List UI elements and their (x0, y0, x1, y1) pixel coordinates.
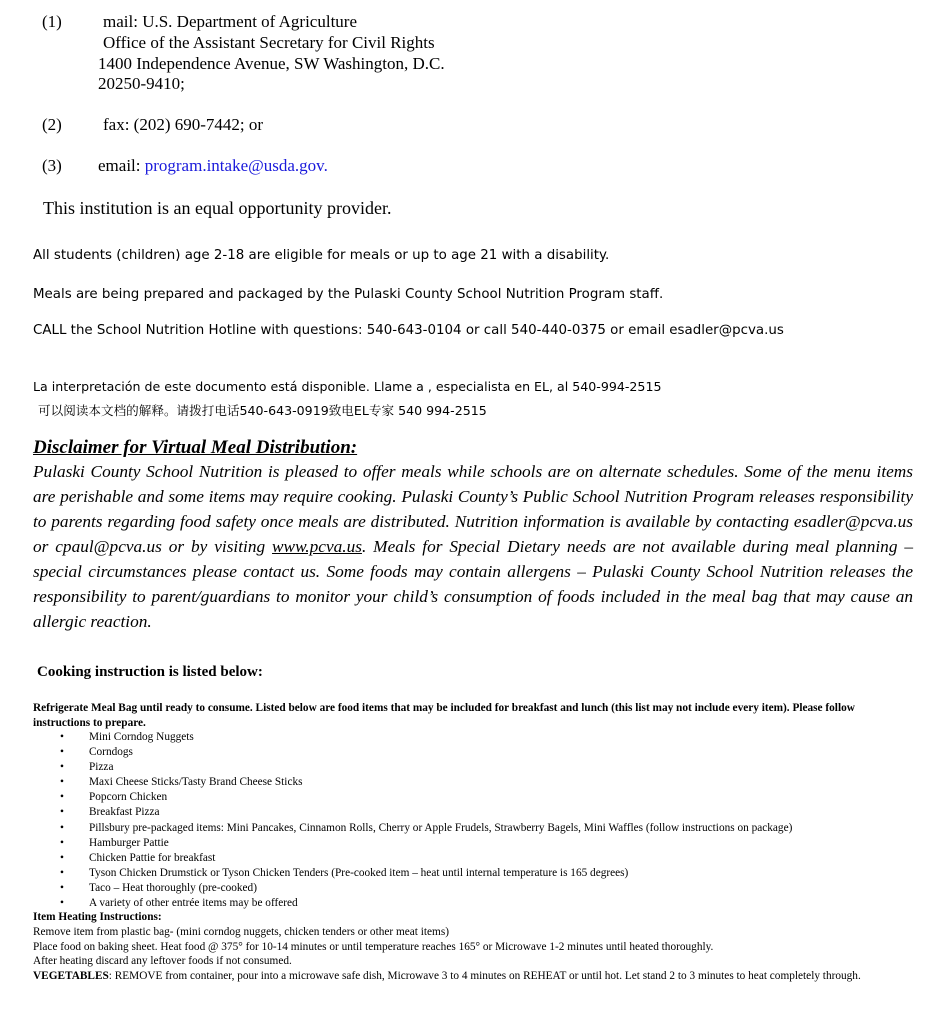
fax-line: fax: (202) 690-7442; or (103, 115, 264, 134)
heating-title: Item Heating Instructions: (33, 911, 162, 923)
bullet-icon: • (60, 881, 64, 894)
food-item-label: Breakfast Pizza (89, 806, 160, 819)
food-item-label: Maxi Cheese Sticks/Tasty Brand Cheese Sticks (89, 776, 303, 789)
list-item (33, 851, 792, 866)
cooking-heading: Cooking instruction is listed below: (37, 664, 263, 680)
bullet-icon: • (60, 761, 64, 774)
vegetables-text: : REMOVE from container, pour into a microwave safe dish, Microwave 3 to 4 minutes on REHEAT or until hot. Let stand 2 to 3 minutes to heat completely through. (108, 970, 861, 983)
list-item (33, 745, 792, 760)
mail-line-4: 20250-9410; (98, 74, 185, 93)
bullet-icon: • (60, 851, 64, 864)
equal-opportunity-statement: This institution is an equal opportunity provider. (43, 198, 392, 218)
refrigerate-instructions: Refrigerate Meal Bag until ready to consume. Listed below are food items that may be included for breakfast and lunch (this list may not include every item). Please follow instructions to prepare. (33, 702, 855, 729)
food-item-label: Taco – Heat thoroughly (pre-cooked) (89, 881, 257, 894)
chinese-interpretation-text: 可以阅读本文档的解释。请拨打电话540-643-0919致电EL专家 540 994-2515 (38, 403, 487, 418)
bullet-icon: • (60, 791, 64, 804)
bullet-icon: • (60, 806, 64, 819)
food-item-label: Hamburger Pattie (89, 836, 169, 849)
email-label: email: (98, 156, 145, 175)
disclaimer-title: Disclaimer for Virtual Meal Distribution: (33, 437, 358, 458)
disclaimer-body (33, 459, 913, 634)
food-item-label: Corndogs (89, 746, 133, 759)
list-item (33, 896, 792, 911)
list-item (33, 730, 792, 745)
bullet-icon: • (60, 866, 64, 879)
mail-number: (1) (42, 12, 62, 31)
food-item-label: Pizza (89, 761, 114, 774)
food-item-label: Popcorn Chicken (89, 791, 168, 804)
fax-number: (2) (42, 115, 62, 134)
list-item (33, 805, 792, 820)
food-item-label: Tyson Chicken Drumstick or Tyson Chicken Tenders (Pre-cooked item – heat until internal temperature is 165 degrees) (89, 866, 629, 879)
bullet-icon: • (60, 746, 64, 759)
food-item-label: Pillsbury pre-packaged items: Mini Pancakes, Cinnamon Rolls, Cherry or Apple Frudels, Strawberry Bagels, Mini Waffles (follow instructions on package) (89, 821, 793, 834)
eligibility-text: All students (children) age 2-18 are eligible for meals or up to age 21 with a disability. (33, 248, 610, 263)
email-link[interactable]: program.intake@usda.gov. (144, 156, 328, 175)
disclaimer-text-part-2: . Meals for Special Dietary needs are not available during meal planning – special circumstances please contact us. Some foods may contain allergens – Pulaski County School Nutrition releases the responsibility to parent/guardians to monitor your child’s consumption of foods included in the meal bag that may cause an allergic reaction. (33, 537, 913, 631)
list-item (33, 775, 792, 790)
bullet-icon: • (60, 821, 64, 834)
heating-step-3: After heating discard any leftover foods if not consumed. (33, 955, 292, 968)
list-item (33, 836, 792, 851)
list-item (33, 760, 792, 775)
spanish-interpretation-text: La interpretación de este documento está disponible. Llame a , especialista en EL, al 540-994-2515 (33, 379, 662, 394)
heating-instructions (33, 910, 908, 984)
list-item (33, 881, 792, 896)
mail-line-3: 1400 Independence Avenue, SW Washington, D.C. (98, 54, 445, 73)
hotline-text: CALL the School Nutrition Hotline with questions: 540-643-0104 or call 540-440-0375 or email esadler@pcva.us (33, 323, 784, 338)
heating-step-1: Remove item from plastic bag- (mini corndog nuggets, chicken tenders or other meat items) (33, 925, 449, 938)
mail-line-2: Office of the Assistant Secretary for Civil Rights (103, 33, 435, 52)
email-line (98, 156, 328, 176)
bullet-icon: • (60, 731, 64, 743)
food-item-label: Mini Corndog Nuggets (89, 731, 194, 743)
list-item (33, 790, 792, 805)
vegetables-label: VEGETABLES (33, 970, 109, 983)
vegetables-instructions (33, 969, 908, 984)
bullet-icon: • (60, 836, 64, 849)
email-number: (3) (42, 156, 62, 175)
website-link[interactable]: www.pcva.us (272, 537, 362, 556)
list-item (33, 821, 792, 836)
heating-step-2: Place food on baking sheet. Heat food @ 375° for 10-14 minutes or until temperature reaches 165° or Microwave 1-2 minutes until heated thoroughly. (33, 940, 714, 953)
prepared-text: Meals are being prepared and packaged by the Pulaski County School Nutrition Program staff. (33, 287, 664, 302)
bullet-icon: • (60, 776, 64, 789)
food-item-label: A variety of other entrée items may be offered (89, 897, 298, 910)
mail-line-1: mail: U.S. Department of Agriculture (103, 12, 357, 31)
food-item-list (33, 730, 792, 911)
list-item (33, 866, 792, 881)
bullet-icon: • (60, 897, 64, 910)
food-item-label: Chicken Pattie for breakfast (89, 851, 216, 864)
disclaimer-text-part-1: Pulaski County School Nutrition is pleased to offer meals while schools are on alternate schedules. Some of the menu items are perishable and some items may require cooking. Pulaski County’s Public School Nutrition Program releases responsibility to parents regarding food safety once meals are distributed. Nutrition information is available by contacting esadler@pcva.us or cpaul@pcva.us or by visiting (33, 462, 913, 556)
